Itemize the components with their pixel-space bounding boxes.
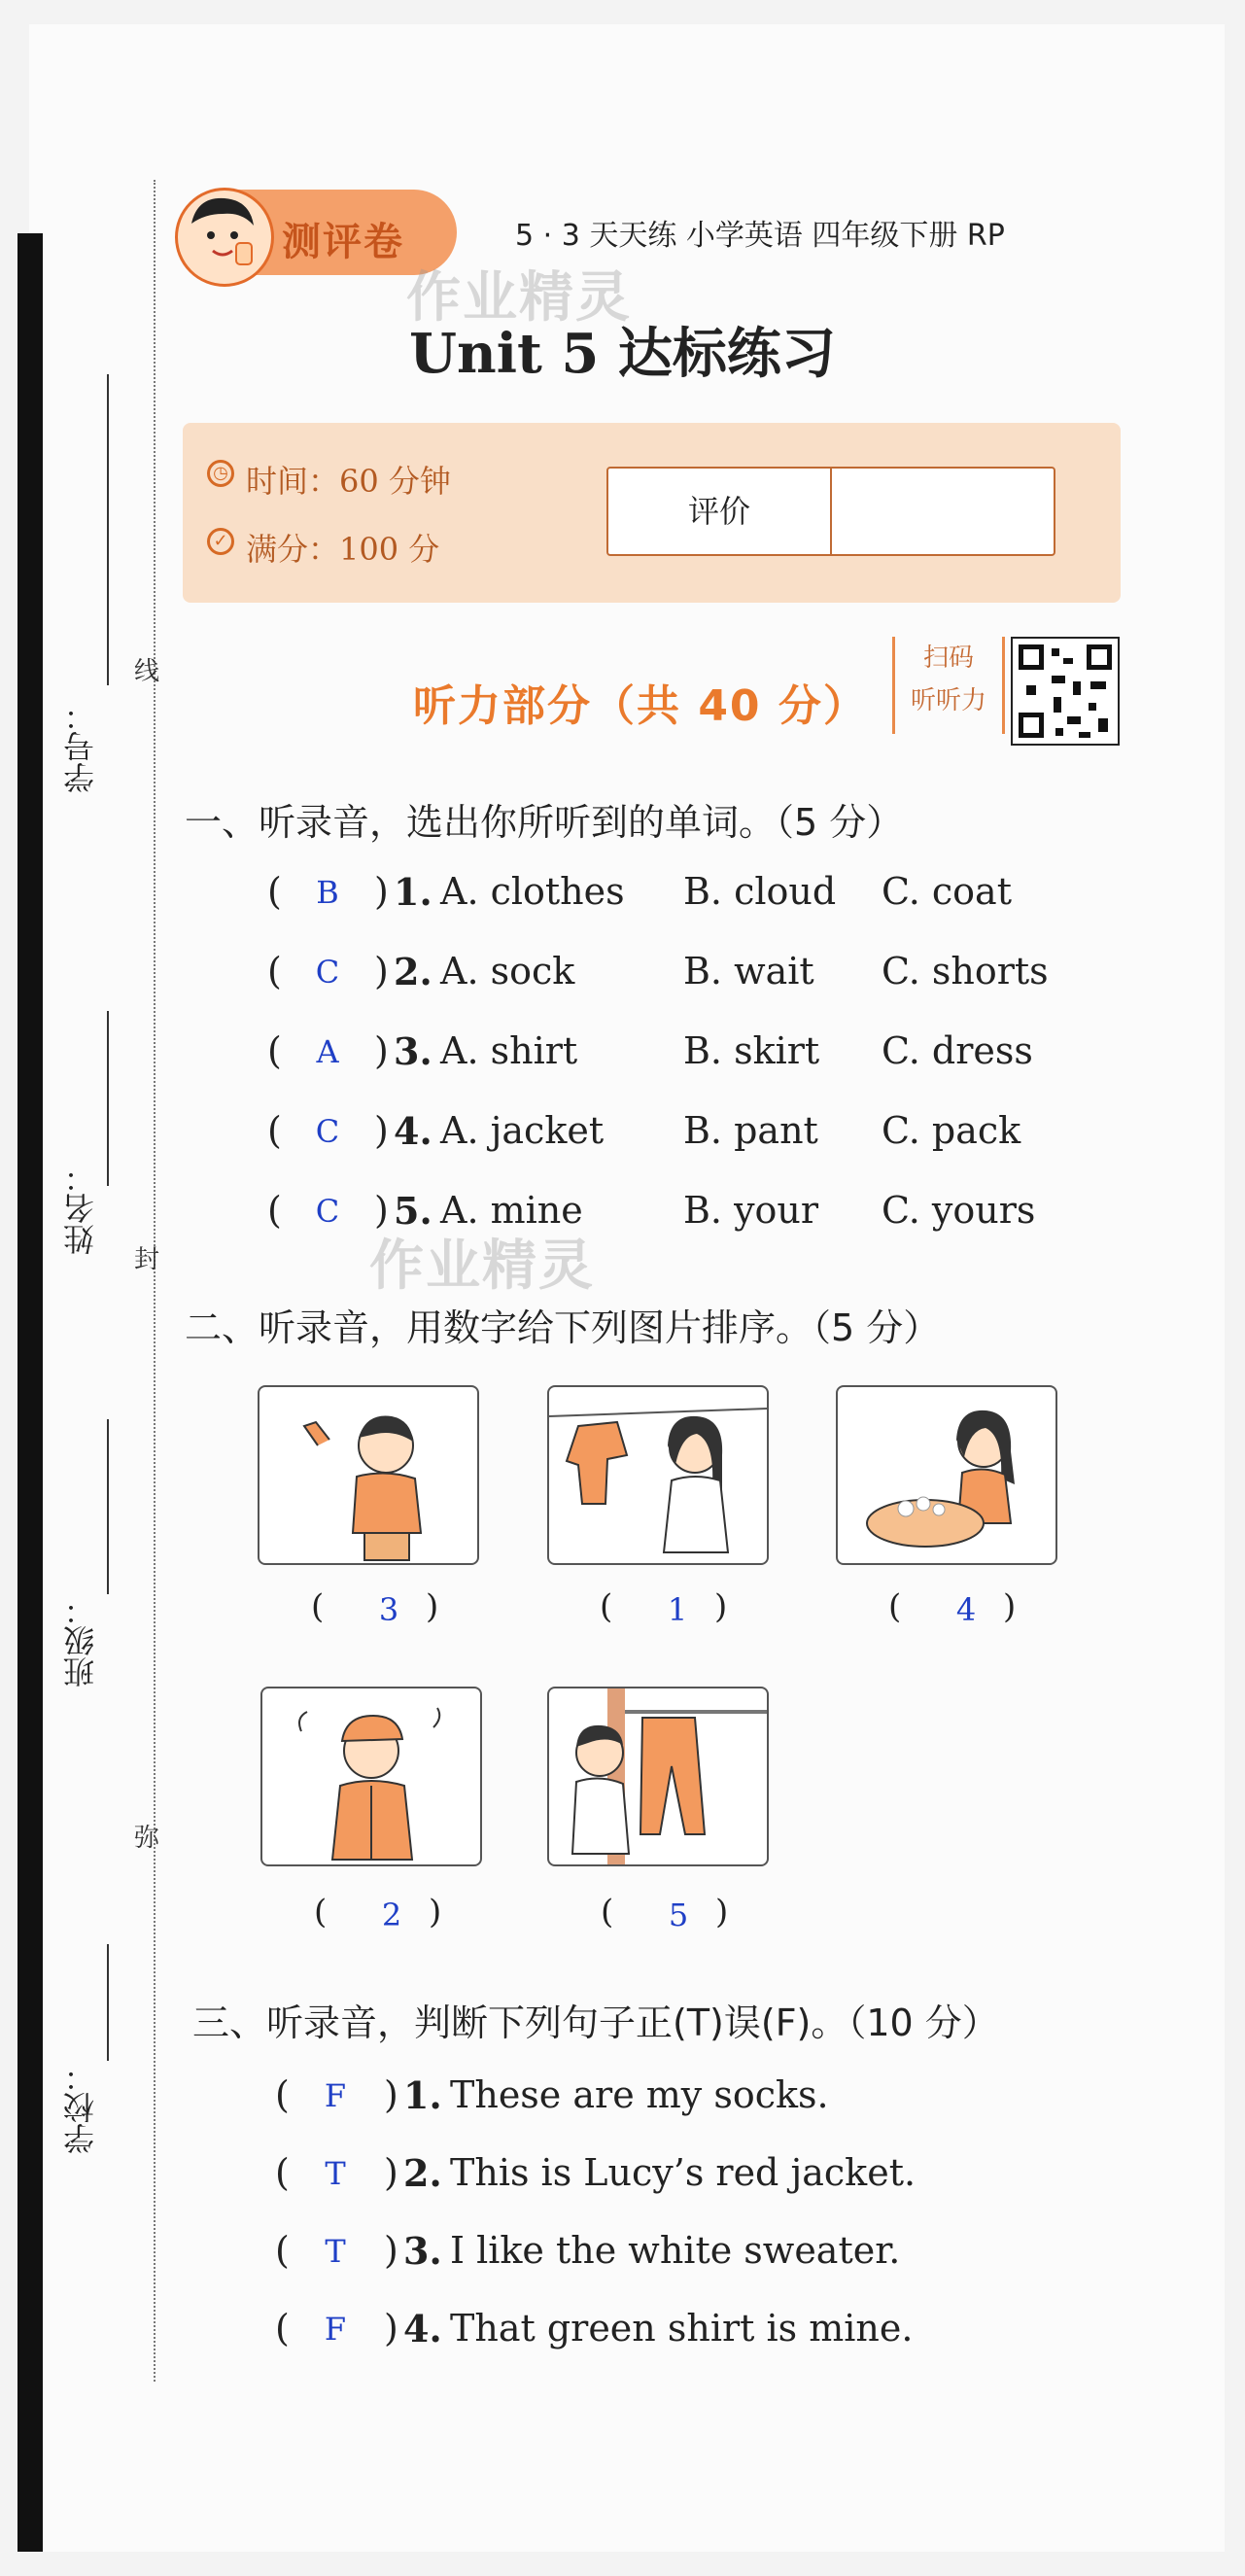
student-no-label: 学号：: [62, 700, 99, 793]
paren-open: (: [267, 950, 282, 992]
paren-open: (: [267, 1189, 282, 1232]
picture-boy-taking-off-jacket: [258, 1385, 479, 1565]
cartoon-boy-icon: [175, 188, 274, 287]
s1-question-1: [267, 870, 1123, 919]
paren-close: ): [374, 950, 389, 992]
paren-close: ): [374, 1109, 389, 1152]
s1-answer-4[interactable]: C: [315, 1113, 340, 1150]
paren-close: ): [374, 1029, 389, 1072]
s1-answer-2[interactable]: C: [315, 954, 340, 991]
s1-option-c-4: C. pack: [882, 1109, 1021, 1152]
evaluation-field[interactable]: [832, 469, 1054, 554]
picture-girl-hanging-clothes: [547, 1385, 769, 1565]
pic-caption-4: ( 2 ): [314, 1893, 442, 1933]
score-text: 满分：100 分: [246, 531, 440, 568]
s1-option-c-1: C. coat: [882, 870, 1012, 913]
paren-open: (: [267, 1109, 282, 1152]
s1-answer-1[interactable]: B: [316, 874, 339, 911]
pic-caption-3: ( 4 ): [888, 1587, 1017, 1628]
s2-answer-2[interactable]: 1: [667, 1591, 688, 1628]
paren-open: (: [275, 2151, 290, 2194]
s1-option-c-3: C. dress: [882, 1029, 1033, 1072]
paren-open: (: [267, 870, 282, 913]
scan-hint-line2: 听听力: [910, 686, 986, 715]
s2-answer-4[interactable]: 2: [381, 1897, 402, 1933]
s3-sentence-1: These are my socks.: [450, 2073, 829, 2116]
s3-num-4: 4.: [403, 2307, 442, 2350]
paren-open: (: [275, 2307, 290, 2350]
s1-option-b-4: B. pant: [683, 1109, 818, 1152]
student-no-underline: [107, 374, 109, 685]
s3-answer-4[interactable]: F: [324, 2311, 347, 2348]
class-underline: [107, 1419, 109, 1594]
picture-boy-taking-pants: [547, 1687, 769, 1866]
s1-option-b-3: B. skirt: [683, 1029, 820, 1072]
page-title: Unit 5 达标练习: [409, 322, 836, 386]
paren-close: ): [384, 2151, 398, 2194]
s1-option-c-2: C. shorts: [882, 950, 1049, 992]
book-series-info: 5 · 3 天天练 小学英语 四年级下册 RP: [515, 219, 1005, 253]
s1-option-a-1: A. clothes: [440, 870, 625, 913]
seal-line-char: 线: [134, 657, 160, 686]
s3-sentence-2: This is Lucy’s red jacket.: [450, 2151, 916, 2194]
s3-num-2: 2.: [403, 2151, 442, 2195]
seal-seal-char: 封: [134, 1245, 160, 1274]
paren-close: ): [374, 870, 389, 913]
s3-sentence-4: That green shirt is mine.: [450, 2307, 914, 2350]
s3-sentence-3: I like the white sweater.: [450, 2229, 901, 2272]
scan-hint-line1: 扫码: [922, 644, 974, 673]
section3-heading: 三、听录音，判断下列句子正(T)误(F)。（10 分）: [192, 2002, 999, 2044]
seal-dotted-line: [154, 180, 156, 2382]
s1-option-a-2: A. sock: [440, 950, 575, 992]
s2-answer-5[interactable]: 5: [668, 1897, 689, 1933]
info-box: [183, 423, 1121, 603]
s1-question-4: [267, 1109, 1123, 1158]
check-circle-icon: ✓: [207, 528, 234, 555]
s1-option-a-5: A. mine: [440, 1189, 583, 1232]
s3-num-1: 1.: [403, 2073, 442, 2117]
page-edge-shadow: [17, 233, 43, 2552]
s3-answer-1[interactable]: F: [324, 2077, 347, 2114]
qr-code-icon[interactable]: [1011, 637, 1120, 746]
s1-option-a-4: A. jacket: [440, 1109, 605, 1152]
paren-close: ): [384, 2307, 398, 2350]
s3-answer-2[interactable]: T: [325, 2155, 346, 2192]
watermark: 作业精灵: [406, 266, 632, 330]
s3-question-3: [275, 2229, 1101, 2278]
s3-answer-3[interactable]: T: [325, 2233, 346, 2270]
name-underline: [107, 1011, 109, 1186]
time-row: [213, 457, 451, 502]
pic-caption-2: ( 1 ): [600, 1587, 728, 1628]
s3-question-2: [275, 2151, 1101, 2200]
picture-girl-washing-clothes: [836, 1385, 1057, 1565]
s1-num-3: 3.: [394, 1029, 432, 1073]
school-label: 学校：: [62, 2061, 99, 2154]
paren-open: (: [275, 2229, 290, 2272]
s1-question-3: [267, 1029, 1123, 1078]
page-header: [180, 180, 1152, 267]
paren-open: (: [275, 2073, 290, 2116]
time-text: 时间：60 分钟: [246, 463, 451, 500]
s2-answer-1[interactable]: 3: [378, 1591, 399, 1628]
s1-num-4: 4.: [394, 1109, 432, 1153]
s1-answer-3[interactable]: A: [316, 1033, 339, 1070]
s1-question-2: [267, 950, 1123, 998]
paren-close: ): [374, 1189, 389, 1232]
s1-num-2: 2.: [394, 950, 432, 993]
section2-heading: 二、听录音，用数字给下列图片排序。（5 分）: [185, 1306, 941, 1349]
evaluation-box: [606, 467, 1055, 556]
s2-answer-3[interactable]: 4: [955, 1591, 977, 1628]
pic-caption-1: ( 3 ): [311, 1587, 439, 1628]
s1-num-5: 5.: [394, 1189, 432, 1233]
badge-label: 测评卷: [282, 220, 404, 264]
class-label: 班级：: [62, 1594, 99, 1688]
s1-option-a-3: A. shirt: [440, 1029, 578, 1072]
pic-caption-5: ( 5 ): [601, 1893, 729, 1933]
clock-icon: ◷: [207, 460, 234, 487]
s1-option-c-5: C. yours: [882, 1189, 1036, 1232]
s3-question-4: [275, 2307, 1101, 2355]
section1-heading: 一、听录音，选出你所听到的单词。（5 分）: [185, 801, 904, 844]
seal-mi-char: 弥: [134, 1824, 160, 1853]
name-label: 姓名：: [62, 1162, 99, 1255]
score-row: [213, 525, 440, 570]
scan-hint: [892, 637, 1005, 734]
s1-option-b-1: B. cloud: [683, 870, 837, 913]
picture-boy-putting-on-cap: [260, 1687, 482, 1866]
school-underline: [107, 1944, 109, 2061]
s1-answer-5[interactable]: C: [315, 1193, 340, 1230]
paren-close: ): [384, 2073, 398, 2116]
paren-open: (: [267, 1029, 282, 1072]
s1-option-b-5: B. your: [683, 1189, 819, 1232]
s1-option-b-2: B. wait: [683, 950, 814, 992]
paren-close: ): [384, 2229, 398, 2272]
listening-section-title: 听力部分（共 40 分）: [413, 681, 868, 731]
watermark-2: 作业精灵: [369, 1235, 595, 1298]
evaluation-label: 评价: [608, 469, 832, 554]
s3-num-3: 3.: [403, 2229, 442, 2273]
s3-question-1: [275, 2073, 1101, 2122]
s1-num-1: 1.: [394, 870, 432, 914]
